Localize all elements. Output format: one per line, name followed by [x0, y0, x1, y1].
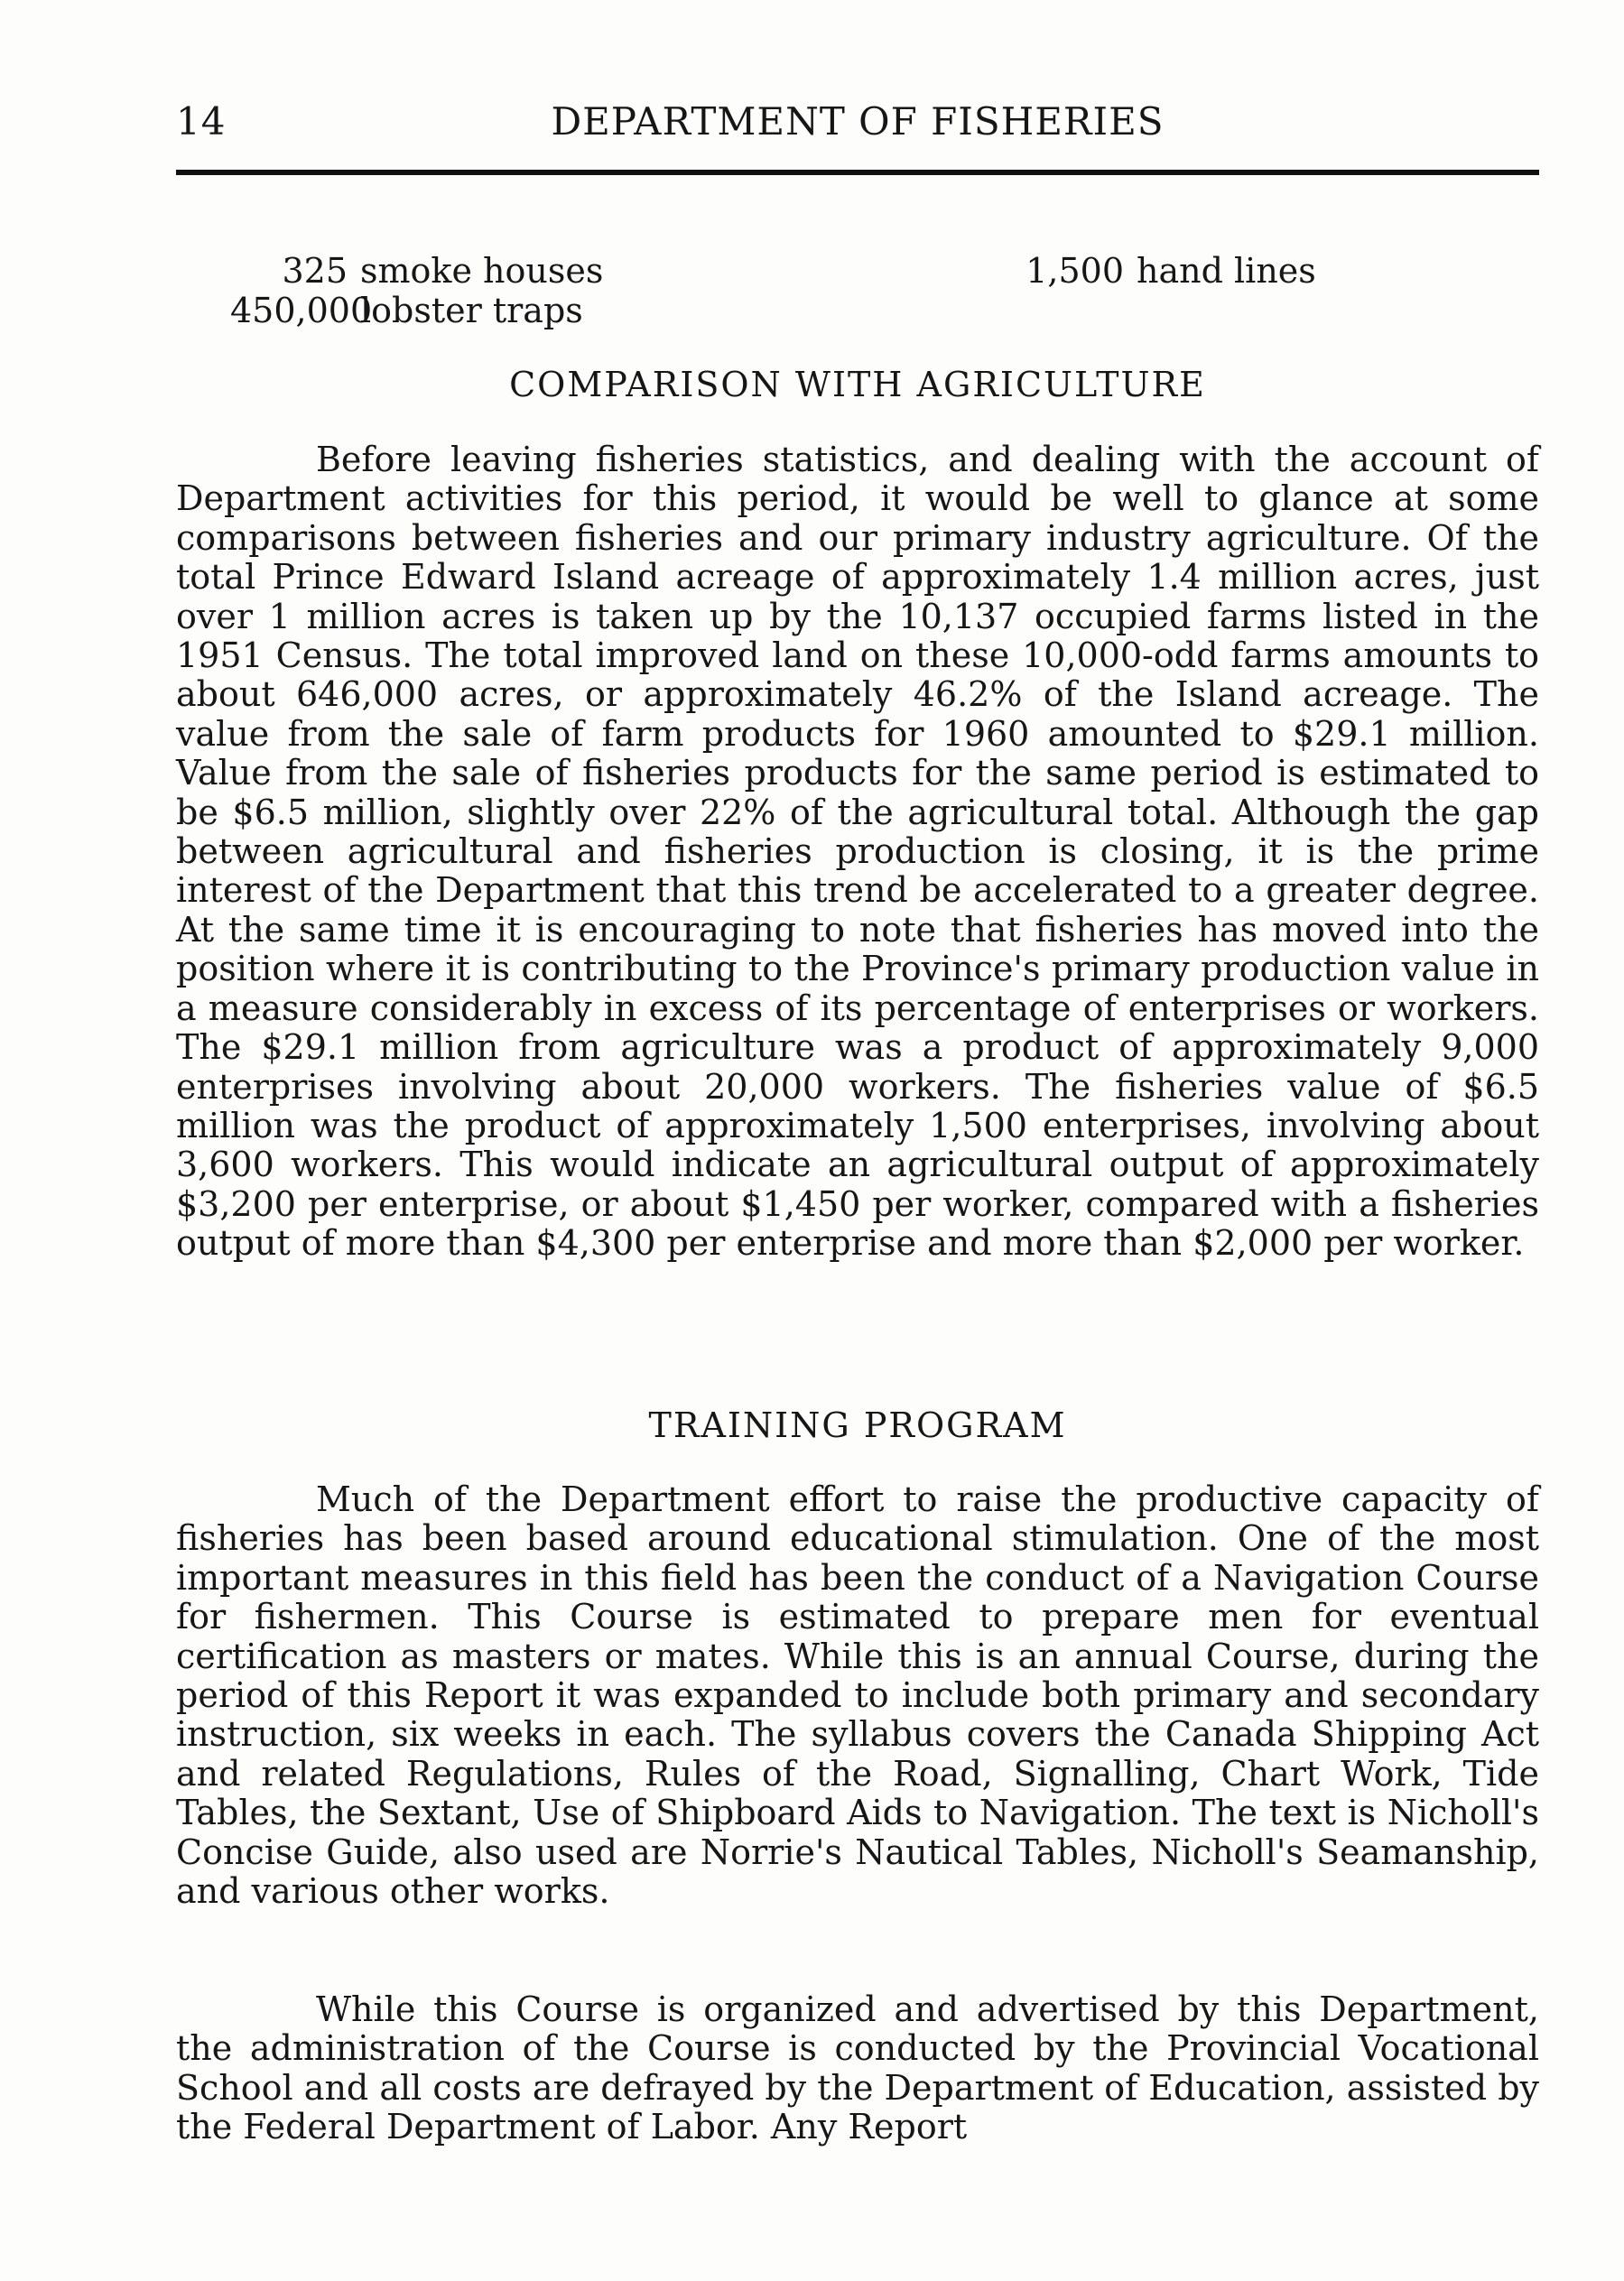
- inventory-quantity: 325: [282, 251, 348, 291]
- inventory-quantity: 450,000: [230, 291, 373, 330]
- header-rule: [176, 170, 1539, 175]
- inventory-item: [230, 251, 603, 291]
- inventory-item: [988, 251, 1316, 291]
- inventory-label: lobster traps: [360, 291, 583, 330]
- inventory-list-left: [230, 251, 603, 330]
- running-header: [176, 99, 1539, 153]
- inventory-label: hand lines: [1137, 251, 1316, 291]
- paragraph-comparison: Before leaving fisheries statistics, and dealing with the account of Department activities for this period, it would be well to glance at some comparisons between fisheries and our primary industry agriculture. Of the total Prince Edward Island acreage of approximately 1.4 million acres, just over 1 million acres is taken up by the 10,137 occupied farms listed in the 1951 Census. The total improved land on these 10,000-odd farms amounts to about 646,000 acres, or approximately 46.2% of the Island acreage. The value from the sale of farm products for 1960 amounted to $29.1 million. Value from the sale of fisheries products for the same period is estimated to be $6.5 million, slightly over 22% of the agricultural total. Although the gap between agricultural and fisheries production is closing, it is the prime interest of the Department that this trend be accelerated to a greater degree. At the same time it is encouraging to note that fisheries has moved into the position where it is contributing to the Province's primary production value in a measure considerably in excess of its percentage of enterprises or workers. The $29.1 million from agriculture was a product of approximately 9,000 enterprises involving about 20,000 workers. The fisheries value of $6.5 million was the product of approximately 1,500 enterprises, involving about 3,600 workers. This would indicate an agricultural output of approximately $3,200 per enterprise, or about $1,450 per worker, compared with a fisheries output of more than $4,300 per enterprise and more than $2,000 per worker.: [176, 440, 1539, 1264]
- page-number: 14: [176, 99, 227, 144]
- section-heading-training: TRAINING PROGRAM: [648, 1405, 1067, 1445]
- inventory-label: smoke houses: [360, 251, 604, 291]
- inventory-list-right: [988, 251, 1316, 291]
- paragraph-training-administration: While this Course is organized and advertised by this Department, the administration of the Course is conducted by the Provincial Vocational School and all costs are defrayed by the Department of Education, assisted by the Federal Department of Labor. Any Report: [176, 1989, 1539, 2147]
- inventory-quantity: 1,500: [1025, 251, 1124, 291]
- running-title: DEPARTMENT OF FISHERIES: [551, 99, 1165, 144]
- section-heading-comparison: COMPARISON WITH AGRICULTURE: [509, 365, 1206, 404]
- paragraph-training-course: Much of the Department effort to raise the productive capacity of fisheries has been based around educational stimulation. One of the most important measures in this field has been the conduct of a Navigation Course for fishermen. This Course is estimated to prepare men for eventual certification as masters or mates. While this is an annual Course, during the period of this Report it was expanded to include both primary and secondary instruction, six weeks in each. The syllabus covers the Canada Shipping Act and related Regulations, Rules of the Road, Signalling, Chart Work, Tide Tables, the Sextant, Use of Shipboard Aids to Navigation. The text is Nicholl's Concise Guide, also used are Norrie's Nautical Tables, Nicholl's Seamanship, and various other works.: [176, 1479, 1539, 1912]
- inventory-item: [230, 291, 603, 330]
